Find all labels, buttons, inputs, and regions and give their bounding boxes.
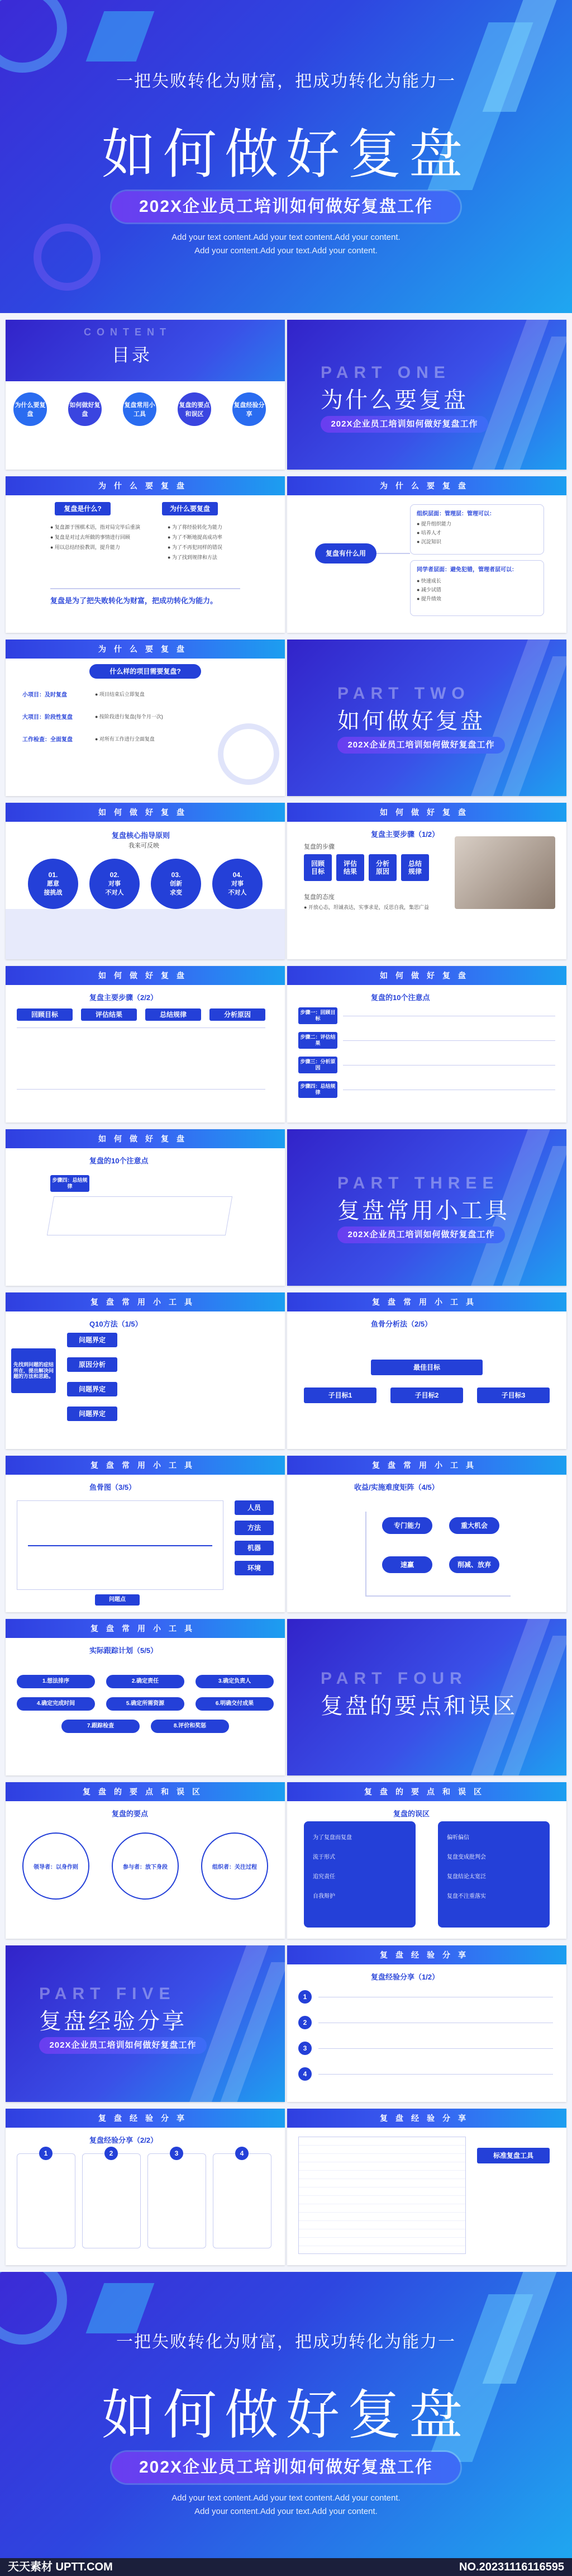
part-label: PART FIVE <box>39 1985 176 2003</box>
principle-1 <box>28 859 78 909</box>
plan-chip: 3.确定负责人 <box>196 1675 274 1688</box>
principle-3 <box>151 859 201 909</box>
mistake-item: 自我辩护 <box>313 1893 335 1900</box>
category-chip: 机器 <box>235 1541 274 1555</box>
closing-title: 如何做好复盘 <box>102 2384 470 2446</box>
section-title: 复盘经验分享（2/2） <box>89 2136 158 2144</box>
toc-item-3[interactable] <box>123 392 156 426</box>
category-chip: 方法 <box>235 1521 274 1535</box>
problem-chip: 问题点 <box>95 1594 140 1606</box>
principle-text: 愿意 接挑战 <box>44 880 63 896</box>
toc-item-2[interactable] <box>68 392 102 426</box>
divider <box>343 1040 555 1041</box>
matrix-cell: 重大机会 <box>449 1517 499 1534</box>
list-item: ● 用以总结经验教训，提升能力 <box>50 544 120 550</box>
list-item: ● 为了找到规律和方法 <box>168 555 217 560</box>
how-slide-2 <box>287 803 566 959</box>
box-title: 同学者层面：避免犯错，管理者层可以： <box>417 567 517 573</box>
card-number: 1 <box>39 2147 53 2160</box>
step-chip: 步骤四：总结规律 <box>50 1175 89 1192</box>
list-item: ● 为了不再犯同样的错误 <box>168 544 222 550</box>
step-chip: 原因分析 <box>67 1357 117 1372</box>
row-key: 工作检查：全面复盘 <box>22 737 73 743</box>
why-slide-3 <box>6 640 285 796</box>
category-chip: 环境 <box>235 1561 274 1575</box>
slide-header: 复盘常用小工具 <box>287 1456 566 1475</box>
tool-table <box>298 2137 466 2254</box>
axis-line <box>365 1595 511 1597</box>
cover-subtext-1: Add your text content.Add your text content.Add your content. <box>171 233 401 242</box>
slide-header: 如何做好复盘 <box>6 966 285 985</box>
section-title: 复盘主要步骤（1/2） <box>371 830 440 839</box>
divider <box>17 1027 265 1028</box>
plan-chip: 4.确定完成时间 <box>17 1697 95 1711</box>
box-title: 组织层面：管理层：管理可以： <box>417 511 495 517</box>
mistake-item: 追究责任 <box>313 1874 335 1880</box>
category-chip: 人员 <box>235 1500 274 1515</box>
section-title: Q10方法（1/5） <box>89 1320 142 1328</box>
tools-slide-1 <box>6 1292 285 1449</box>
step-chip: 问题界定 <box>67 1407 117 1421</box>
part-five-slide <box>6 1945 285 2102</box>
slide-header: 复盘常用小工具 <box>287 1292 566 1311</box>
axis-line <box>365 1512 366 1595</box>
slide-header: 为什么要复盘 <box>6 476 285 495</box>
sub-goal-chip: 子目标3 <box>477 1388 550 1403</box>
step-chip: 问题界定 <box>67 1382 117 1396</box>
slide-header: 为什么要复盘 <box>6 640 285 659</box>
mistake-item: 流于形式 <box>313 1854 335 1860</box>
plan-chip: 2.确定责任 <box>106 1675 184 1688</box>
step-chip: 总结 规律 <box>401 854 429 881</box>
part-title: 为什么要复盘 <box>321 387 468 413</box>
sub-goal-chip: 子目标2 <box>390 1388 463 1403</box>
code-watermark: NO.20231116116595 <box>459 2561 564 2573</box>
divider <box>318 2074 553 2075</box>
point-2 <box>112 1832 179 1900</box>
slogan: 一把失败转化为财富，把成功转化为能力一 <box>116 72 456 91</box>
mistake-item: 为了复盘而复盘 <box>313 1835 352 1841</box>
part-label: PART ONE <box>321 363 451 382</box>
toc-label: CONTENT <box>84 326 171 338</box>
divider <box>318 2048 553 2049</box>
mistake-item: 偏听偏信 <box>447 1835 469 1841</box>
slide-header: 如何做好复盘 <box>6 803 285 822</box>
slide-header: 如何做好复盘 <box>6 1129 285 1148</box>
toc-item-4[interactable] <box>178 392 211 426</box>
step-chip: 回顾目标 <box>17 1008 73 1021</box>
slide-header: 复盘常用小工具 <box>6 1619 285 1638</box>
row-value: ● 项目结束后立即复盘 <box>95 692 145 697</box>
plan-chip: 8.评价和奖惩 <box>151 1720 229 1733</box>
step-chip: 回顾 目标 <box>304 854 332 881</box>
matrix-cell: 专门能力 <box>382 1517 432 1534</box>
toc-item-5[interactable] <box>232 392 266 426</box>
section-title: 复盘核心指导原则 <box>112 831 170 840</box>
card-number: 4 <box>235 2147 249 2160</box>
slide-header: 复盘经验分享 <box>6 2109 285 2128</box>
section-title: 复盘经验分享（1/2） <box>371 1973 440 1981</box>
section-subtitle: 我来可反映 <box>128 842 159 849</box>
how-slide-4 <box>287 966 566 1123</box>
toc-item-label: 复盘经验分享 <box>233 402 265 418</box>
part-pill: 202X企业员工培训如何做好复盘工作 <box>39 2037 207 2054</box>
share-card <box>17 2153 75 2248</box>
point-3 <box>201 1832 268 1900</box>
step-number: 4 <box>298 2067 312 2081</box>
slide-header: 如何做好复盘 <box>287 966 566 985</box>
step-chip: 总结规律 <box>145 1008 201 1021</box>
list-item: ● 沉淀知识 <box>417 539 441 544</box>
closing-subtext-2: Add your content.Add your text.Add your content. <box>194 2507 378 2516</box>
card-number: 3 <box>170 2147 183 2160</box>
part-one-slide <box>287 320 566 470</box>
question-chip: 什么样的项目需要复盘? <box>89 664 201 679</box>
point-1 <box>22 1832 89 1900</box>
section-title: 收益/实施难度矩阵（4/5） <box>354 1483 439 1491</box>
part-two-slide <box>287 640 566 796</box>
brand-watermark: 天天素材 UPTT.COM <box>8 2561 113 2573</box>
cover-subtext-2: Add your content.Add your text.Add your content. <box>194 246 378 255</box>
principle-text: 对事 不对人 <box>105 880 124 896</box>
list-item: ● 为了将经验转化为能力 <box>168 524 222 530</box>
meeting-photo <box>455 836 555 909</box>
points-slide-1 <box>6 1782 285 1939</box>
principle-number: 03. <box>171 871 181 879</box>
principle-4 <box>212 859 263 909</box>
part-pill: 202X企业员工培训如何做好复盘工作 <box>337 1227 505 1243</box>
part-title: 复盘常用小工具 <box>337 1198 509 1224</box>
step-number: 1 <box>298 1990 312 2004</box>
how-slide-1 <box>6 803 285 959</box>
slide-header: 复盘经验分享 <box>287 2109 566 2128</box>
tool-chip: 标准复盘工具 <box>477 2148 550 2163</box>
connector <box>376 553 410 554</box>
fishbone-spine <box>28 1545 212 1546</box>
ring-decoration <box>218 723 279 785</box>
step-chip: 步骤三：分析原因 <box>298 1057 337 1073</box>
summary-text: 复盘是为了把失败转化为财富，把成功转化为能力。 <box>50 596 218 605</box>
matrix-cell: 速赢 <box>382 1556 432 1573</box>
part-title: 如何做好复盘 <box>337 708 485 734</box>
step-chip: 评估 结果 <box>336 854 364 881</box>
point-text: 领导者：以身作则 <box>34 1864 78 1871</box>
toc-item-label: 复盘常用小工具 <box>124 402 155 418</box>
part-label: PART FOUR <box>321 1669 468 1688</box>
step-chip: 步骤一：回顾目标 <box>298 1007 337 1024</box>
section-chip: 复盘是什么? <box>55 502 111 515</box>
cover-pill: 202X企业员工培训如何做好复盘工作 <box>112 191 460 222</box>
row-key: 小项目：及时复盘 <box>22 692 67 698</box>
slide-header: 复盘的要点和误区 <box>6 1782 285 1801</box>
part-three-slide <box>287 1129 566 1286</box>
note-text: ● 开放心态，坦诚表达，实事求是，反思自我，集思广益 <box>304 905 429 910</box>
closing-slide <box>0 2272 572 2558</box>
section-title: 复盘主要步骤（2/2） <box>89 993 158 1002</box>
plan-chip: 1.想法排序 <box>17 1675 95 1688</box>
row-value: ● 对所有工作进行全面复盘 <box>95 736 155 742</box>
list-item: ● 复盘是对过去所做的事情进行回顾 <box>50 534 130 540</box>
slide-header: 复盘的要点和误区 <box>287 1782 566 1801</box>
goal-chip: 最佳目标 <box>371 1360 483 1375</box>
cover-title: 如何做好复盘 <box>102 123 470 186</box>
tools-slide-2 <box>287 1292 566 1449</box>
toc-item-label: 为什么要复盘 <box>15 402 46 418</box>
row-value: ● 按阶段进行复盘(每个月一次) <box>95 714 163 719</box>
cover-slide <box>0 0 572 313</box>
points-slide-2 <box>287 1782 566 1939</box>
list-item: ● 减少试错 <box>417 587 441 593</box>
step-chip: 分析原因 <box>209 1008 265 1021</box>
divider <box>50 588 240 589</box>
step-number: 3 <box>298 2042 312 2055</box>
part-four-slide <box>287 1619 566 1775</box>
list-item: ● 提升绩效 <box>417 596 441 602</box>
step-chip: 步骤四：总结规律 <box>298 1081 337 1098</box>
list-item: ● 复盘源于围棋术语，指对局完毕后重演 <box>50 524 140 530</box>
toc-item-label: 如何做好复盘 <box>69 402 101 418</box>
section-title: 鱼骨分析法（2/5） <box>371 1320 432 1328</box>
step-chip: 分析 原因 <box>369 854 397 881</box>
share-card <box>213 2153 271 2248</box>
section-title: 复盘的10个注意点 <box>371 993 430 1002</box>
section-title: 实际跟踪计划（5/5） <box>89 1646 158 1655</box>
slide-header: 如何做好复盘 <box>287 803 566 822</box>
part-title: 复盘的要点和误区 <box>321 1693 517 1719</box>
step-number: 2 <box>298 2016 312 2029</box>
share-card <box>147 2153 206 2248</box>
toc-title: 目录 <box>112 344 152 366</box>
section-title: 复盘的要点 <box>112 1810 149 1818</box>
plan-chip: 6.明确交付成果 <box>196 1697 274 1711</box>
mistake-item: 复盘结论太宽泛 <box>447 1874 486 1880</box>
share-slide-1 <box>287 1945 566 2102</box>
parallelogram-decoration <box>86 2283 155 2333</box>
row-key: 大项目：阶段性复盘 <box>22 714 73 721</box>
share-card <box>82 2153 141 2248</box>
section-title: 复盘的10个注意点 <box>89 1157 149 1165</box>
toc-item-1[interactable] <box>13 392 47 426</box>
how-slide-3 <box>6 966 285 1123</box>
step-chip: 评估结果 <box>81 1008 137 1021</box>
sub-goal-chip: 子目标1 <box>304 1388 376 1403</box>
why-slide-2 <box>287 476 566 633</box>
closing-subtext-1: Add your text content.Add your text content.Add your content. <box>171 2493 401 2503</box>
mistake-item: 复盘不注重落实 <box>447 1893 486 1900</box>
plan-chip: 7.跟踪检查 <box>61 1720 140 1733</box>
section-chip: 为什么要复盘 <box>162 502 218 515</box>
list-item: ● 为了不断地提高成功率 <box>168 534 222 540</box>
principle-number: 04. <box>232 871 242 879</box>
how-slide-5 <box>6 1129 285 1286</box>
part-label: PART TWO <box>337 684 470 703</box>
share-slide-3 <box>287 2109 566 2265</box>
slide-header: 复盘常用小工具 <box>6 1292 285 1311</box>
note-label: 复盘的态度 <box>304 894 335 901</box>
parallelogram-decoration <box>86 11 155 61</box>
section-title: 鱼骨图（3/5） <box>89 1483 136 1491</box>
part-pill: 202X企业员工培训如何做好复盘工作 <box>337 737 505 754</box>
point-text: 参与者：放下身段 <box>123 1864 168 1871</box>
point-text: 组织者：关注过程 <box>212 1864 257 1871</box>
list-item: ● 培养人才 <box>417 530 441 536</box>
divider <box>17 1089 265 1090</box>
ring-decoration <box>0 0 67 73</box>
principle-2 <box>89 859 140 909</box>
matrix-cell: 削减、放弃 <box>449 1556 499 1573</box>
tools-slide-3 <box>6 1456 285 1612</box>
side-note: 先找到问题的症结所在，提出解决问题的方法和思路。 <box>11 1348 56 1393</box>
step-chip: 步骤二：评估结果 <box>298 1032 337 1049</box>
band <box>6 909 285 959</box>
mistake-item: 复盘变成批判会 <box>447 1854 486 1860</box>
toc-slide <box>6 320 285 470</box>
closing-pill: 202X企业员工培训如何做好复盘工作 <box>112 2452 460 2483</box>
center-chip: 复盘有什么用 <box>315 543 376 564</box>
slide-header: 复盘常用小工具 <box>6 1456 285 1475</box>
section-title: 复盘的误区 <box>393 1810 430 1818</box>
step-chip: 问题界定 <box>67 1333 117 1347</box>
principle-text: 创新 求变 <box>170 880 182 896</box>
slide-header: 为什么要复盘 <box>287 476 566 495</box>
part-label: PART THREE <box>337 1174 499 1192</box>
card-number: 2 <box>104 2147 118 2160</box>
tools-slide-5 <box>6 1619 285 1775</box>
part-pill: 202X企业员工培训如何做好复盘工作 <box>321 416 488 433</box>
part-title: 复盘经验分享 <box>39 2009 187 2034</box>
list-item: ● 提升组织能力 <box>417 521 451 527</box>
share-slide-2 <box>6 2109 285 2265</box>
toc-item-label: 复盘的要点和误区 <box>179 402 210 418</box>
list-item: ● 快速成长 <box>417 578 441 584</box>
why-slide-1 <box>6 476 285 633</box>
steps-label: 复盘的步骤 <box>304 844 335 850</box>
slogan: 一把失败转化为财富，把成功转化为能力一 <box>116 2333 456 2351</box>
principle-number: 01. <box>48 871 58 879</box>
tools-slide-4 <box>287 1456 566 1612</box>
principle-number: 02. <box>109 871 120 879</box>
watermark-bar <box>0 2558 572 2576</box>
divider <box>343 1065 555 1066</box>
principle-text: 对事 不对人 <box>228 880 247 896</box>
text-frame <box>47 1196 232 1235</box>
plan-chip: 5.确定所需资源 <box>106 1697 184 1711</box>
slide-header: 复盘经验分享 <box>287 1945 566 1964</box>
